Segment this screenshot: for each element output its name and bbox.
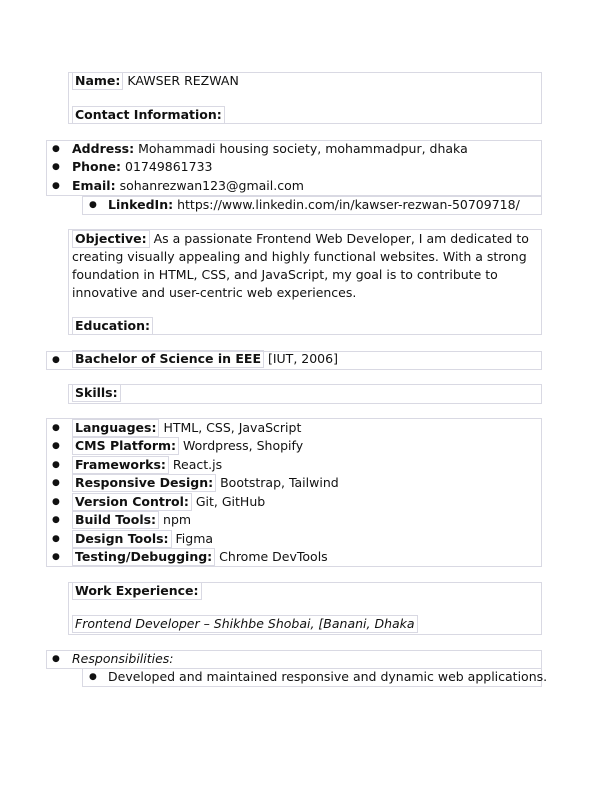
bullet-icon: ● bbox=[52, 181, 60, 191]
bullet-icon: ● bbox=[52, 441, 60, 451]
skill-value: HTML, CSS, JavaScript bbox=[163, 420, 302, 435]
bullet-icon: ● bbox=[52, 515, 60, 525]
skill-label-box bbox=[72, 493, 192, 511]
skill-label: Version Control: bbox=[75, 494, 189, 509]
skill-label: Build Tools: bbox=[75, 512, 157, 527]
degree-detail: [IUT, 2006] bbox=[267, 351, 338, 366]
bullet-icon: ● bbox=[52, 497, 60, 507]
skill-item bbox=[72, 530, 213, 548]
linkedin-value[interactable]: https://www.linkedin.com/in/kawser-rezwan-50709718/ bbox=[177, 197, 520, 212]
bullet-icon: ● bbox=[52, 552, 60, 562]
responsibilities-label: Responsibilities: bbox=[72, 651, 174, 666]
skills-heading-text: Skills: bbox=[75, 385, 118, 400]
skill-value: Figma bbox=[175, 531, 214, 546]
name-label: Name: bbox=[75, 73, 121, 88]
skill-item bbox=[72, 456, 222, 474]
skill-label-box bbox=[72, 437, 179, 455]
linkedin-label: LinkedIn: bbox=[108, 197, 174, 212]
job-title bbox=[72, 615, 418, 633]
skills-heading-inner bbox=[72, 384, 121, 402]
skill-item bbox=[72, 474, 339, 492]
objective-text: As a passionate Frontend Web Developer, I am dedicated to creating visually appealing and highly functional websites. With a strong foundation in HTML, CSS, and JavaScript, my goal is to contribute to innovative and user-centric web experiences. bbox=[72, 231, 529, 300]
skill-label-box bbox=[72, 456, 169, 474]
bullet-icon: ● bbox=[52, 162, 60, 172]
skill-label-box bbox=[72, 419, 159, 437]
contact-heading-text: Contact Information: bbox=[75, 107, 222, 122]
education-heading bbox=[72, 317, 153, 335]
work-heading-box bbox=[72, 582, 202, 600]
objective-label-box bbox=[72, 230, 150, 248]
skill-label: Testing/Debugging: bbox=[75, 549, 213, 564]
skill-item bbox=[72, 493, 265, 511]
bullet-icon: ● bbox=[52, 478, 60, 488]
name-value: KAWSER REZWAN bbox=[127, 73, 239, 88]
education-heading-box bbox=[72, 317, 153, 335]
skill-label: Languages: bbox=[75, 420, 157, 435]
skill-label: CMS Platform: bbox=[75, 438, 177, 453]
bullet-icon: ● bbox=[52, 460, 60, 470]
bullet-icon: ● bbox=[52, 534, 60, 544]
skill-label-box bbox=[72, 511, 159, 529]
phone-label: Phone: bbox=[72, 159, 122, 174]
contact-email bbox=[72, 177, 304, 195]
contact-address bbox=[72, 140, 468, 158]
skill-value: Chrome DevTools bbox=[219, 549, 328, 564]
email-label: Email: bbox=[72, 178, 116, 193]
name-label-box bbox=[72, 72, 123, 90]
degree-box bbox=[72, 350, 264, 368]
work-heading-text: Work Experience: bbox=[75, 583, 199, 598]
skill-item bbox=[72, 419, 301, 437]
skill-label-box bbox=[72, 530, 172, 548]
job-title-box bbox=[72, 615, 418, 633]
responsibility-item: Developed and maintained responsive and dynamic web applications. bbox=[108, 669, 548, 684]
skill-value: React.js bbox=[172, 457, 223, 472]
skill-item bbox=[72, 511, 191, 529]
work-heading bbox=[72, 582, 202, 600]
skill-value: Wordpress, Shopify bbox=[183, 438, 304, 453]
bullet-icon: ● bbox=[89, 672, 97, 682]
name-line bbox=[72, 72, 239, 90]
skill-value: Bootstrap, Tailwind bbox=[220, 475, 339, 490]
address-label: Address: bbox=[72, 141, 135, 156]
skill-item bbox=[72, 437, 303, 455]
contact-heading-box bbox=[72, 106, 225, 124]
bullet-icon: ● bbox=[52, 355, 60, 365]
bullet-icon: ● bbox=[52, 423, 60, 433]
job-title-text: Frontend Developer – Shikhbe Shobai, [Banani, Dhaka bbox=[75, 616, 415, 631]
bullet-icon: ● bbox=[89, 200, 97, 210]
skills-heading bbox=[72, 384, 121, 402]
objective-label: Objective: bbox=[75, 231, 147, 246]
contact-heading bbox=[72, 106, 225, 124]
skill-value: npm bbox=[163, 512, 192, 527]
skill-label: Frameworks: bbox=[75, 457, 166, 472]
skill-item bbox=[72, 548, 328, 566]
skill-label-box bbox=[72, 548, 215, 566]
degree: Bachelor of Science in EEE bbox=[75, 351, 261, 366]
skill-label-box bbox=[72, 474, 216, 492]
education-heading-text: Education: bbox=[75, 318, 150, 333]
skill-label: Design Tools: bbox=[75, 531, 169, 546]
skills-heading-box bbox=[68, 384, 542, 404]
address-value: Mohammadi housing society, mohammadpur, dhaka bbox=[138, 141, 468, 156]
phone-value: 01749861733 bbox=[125, 159, 213, 174]
bullet-icon: ● bbox=[52, 144, 60, 154]
contact-linkedin bbox=[108, 196, 520, 214]
education-item bbox=[72, 350, 338, 368]
contact-phone bbox=[72, 158, 213, 176]
objective-paragraph bbox=[72, 230, 536, 302]
bullet-icon: ● bbox=[52, 654, 60, 664]
skill-label: Responsive Design: bbox=[75, 475, 214, 490]
skill-value: Git, GitHub bbox=[195, 494, 266, 509]
email-value[interactable]: sohanrezwan123@gmail.com bbox=[119, 178, 304, 193]
